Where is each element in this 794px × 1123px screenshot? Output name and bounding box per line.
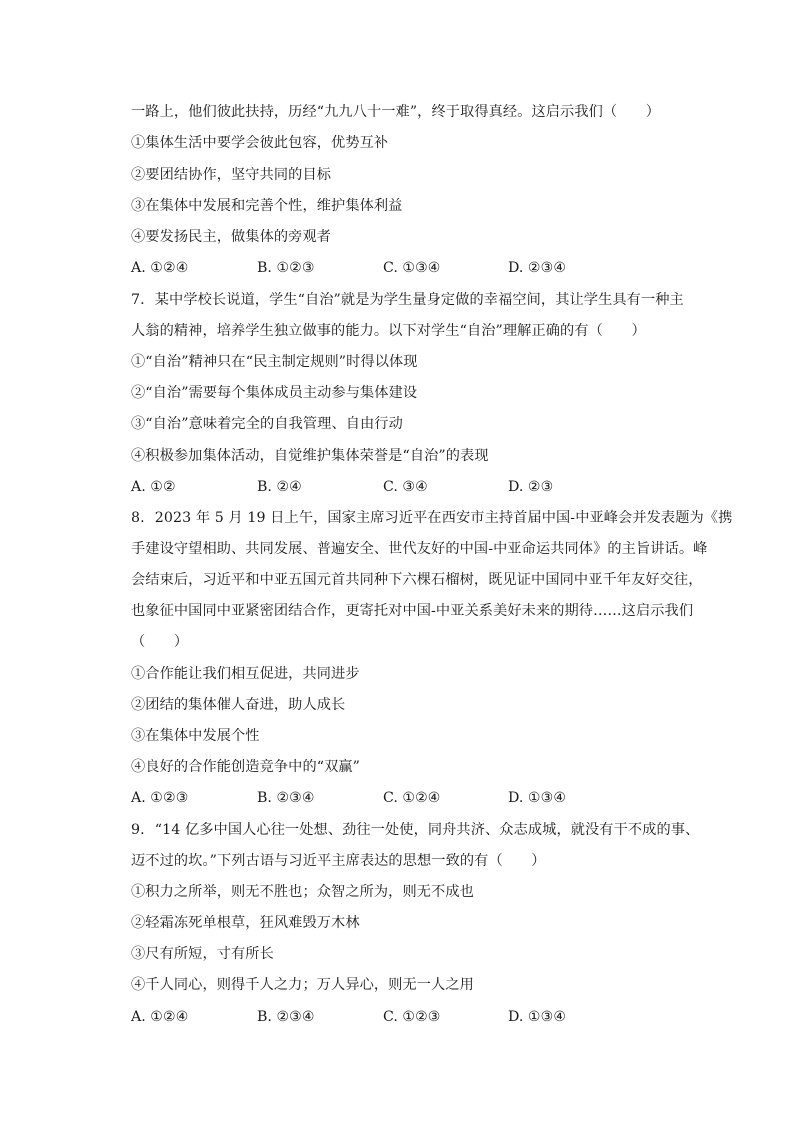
q6-item-2: ②要团结协作，坚守共同的目标 [131, 167, 332, 183]
q7-option-a: A. ①② [131, 479, 176, 495]
q9-number: 9. [131, 822, 145, 838]
q9-option-a: A. ①②④ [131, 1009, 189, 1025]
q8-item-1: ①合作能让我们相互促进，共同进步 [131, 666, 360, 682]
q9-option-c: C. ①②③ [383, 1009, 441, 1025]
q7-option-c: C. ③④ [383, 479, 428, 495]
q9-options [131, 1007, 691, 1027]
q7-number: 7. [131, 292, 145, 308]
q8-option-d: D. ①③④ [508, 790, 567, 806]
q8-option-a: A. ①②③ [131, 790, 189, 806]
q8-stem-line-4: 也象征中国同中亚紧密团结合作，更寄托对中国-中亚关系美好未来的期待……这启示我们 [131, 603, 694, 619]
q9-option-d: D. ①③④ [508, 1009, 567, 1025]
q9-item-3: ③尺有所短，寸有所长 [131, 946, 274, 962]
q9-stem-line-2: 迈不过的坎。”下列古语与习近平主席表达的思想一致的有（ ） [131, 853, 546, 869]
q8-options [131, 788, 691, 808]
q8-option-b: B. ②③④ [257, 790, 315, 806]
q9-option-b: B. ②③④ [257, 1009, 315, 1025]
q8-number: 8. [131, 510, 145, 526]
q7-stem-line-2: 人翁的精神，培养学生独立做事的能力。以下对学生“自治”理解正确的有（ ） [131, 323, 646, 339]
q6-item-3: ③在集体中发展和完善个性，维护集体利益 [131, 198, 403, 214]
q7-option-b: B. ②④ [257, 479, 302, 495]
q7-options [131, 477, 691, 497]
q9-item-4: ④千人同心，则得千人之力；万人异心，则无一人之用 [131, 977, 474, 993]
q7-stem-text-1: 某中学校长说道，学生“自治”就是为学生量身定做的幸福空间，其让学生具有一种主 [154, 292, 684, 308]
q9-stem-line-1 [131, 820, 700, 840]
q8-option-c: C. ①②④ [383, 790, 441, 806]
q7-item-4: ④积极参加集体活动，自觉维护集体荣誉是“自治”的表现 [131, 448, 489, 464]
q7-option-d: D. ②③ [508, 479, 554, 495]
q8-item-2: ②团结的集体催人奋进，助人成长 [131, 697, 346, 713]
q7-item-2: ②“自治”需要每个集体成员主动参与集体建设 [131, 385, 418, 401]
q6-option-d: D. ②③④ [508, 260, 567, 276]
q9-item-1: ①积力之所举，则无不胜也；众智之所为，则无不成也 [131, 884, 474, 900]
q8-stem-line-1 [131, 508, 733, 528]
q9-item-2: ②轻霜冻死单根草，狂风难毁万木林 [131, 915, 360, 931]
q8-stem-line-3: 会结束后，习近平和中亚五国元首共同种下六棵石榴树，既见证中国同中亚千年友好交往， [131, 572, 703, 588]
q8-item-4: ④良好的合作能创造竞争中的“双赢” [131, 759, 361, 775]
q6-item-1: ①集体生活中要学会彼此包容，优势互补 [131, 135, 389, 151]
q6-option-a: A. ①②④ [131, 260, 189, 276]
q8-stem-line-5: （ ） [131, 634, 189, 650]
q8-stem-line-2: 手建设守望相助、共同发展、普遍安全、世代友好的中国-中亚命运共同体》的主旨讲话。峰 [131, 541, 708, 557]
q6-option-b: B. ①②③ [257, 260, 315, 276]
q6-options [131, 258, 691, 278]
q7-stem-line-1 [131, 290, 691, 310]
q9-stem-text-1: “14 亿多中国人心往一处想、劲往一处使，同舟共济、众志成城，就没有干不成的事、 [154, 822, 700, 838]
q6-stem-tail: 一路上，他们彼此扶持，历经“九九八十一难”，终于取得真经。这启示我们（ ） [131, 104, 661, 120]
q6-item-4: ④要发扬民主，做集体的旁观者 [131, 229, 332, 245]
q7-item-3: ③“自治”意味着完全的自我管理、自由行动 [131, 416, 403, 432]
q6-option-c: C. ①③④ [383, 260, 441, 276]
q8-item-3: ③在集体中发展个性 [131, 728, 260, 744]
q8-stem-text-1: 2023 年 5 月 19 日上午，国家主席习近平在西安市主持首届中国-中亚峰会并发表题为《携 [154, 510, 733, 526]
q7-item-1: ①“自治”精神只在“民主制定规则”时得以体现 [131, 354, 418, 370]
